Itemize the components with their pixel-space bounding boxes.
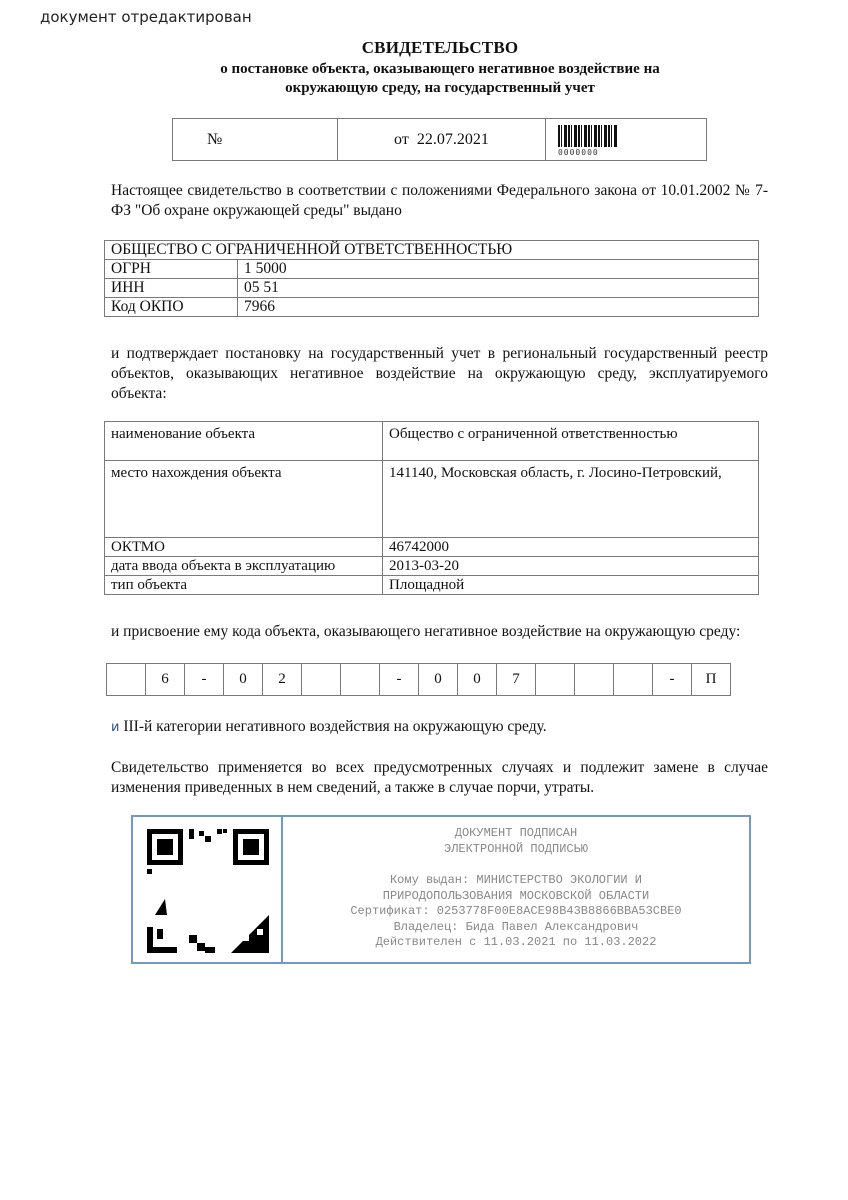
org-value: 1 5000 — [238, 260, 759, 279]
electronic-signature-stamp — [131, 815, 751, 964]
object-value: 141140, Московская область, г. Лосино-Петровский, — [383, 461, 759, 538]
edited-note: документ отредактирован — [40, 8, 252, 26]
object-label: наименование объекта — [105, 422, 383, 461]
code-cell: - — [653, 664, 692, 696]
code-cell — [575, 664, 614, 696]
code-cell: 0 — [458, 664, 497, 696]
document-subtitle-line1: о постановке объекта, оказывающего негативное воздействие на — [220, 61, 660, 77]
category-paragraph — [111, 717, 768, 738]
code-cell — [614, 664, 653, 696]
object-row — [105, 538, 759, 557]
issued-to: Кому выдан: МИНИСТЕРСТВО ЭКОЛОГИИ И — [389, 873, 643, 887]
org-row — [105, 260, 759, 279]
code-cell: - — [185, 664, 224, 696]
validity-paragraph: Свидетельство применяется во всех предусмотренных случаях и подлежит замене в случае изменения приведенных в нем сведений, а также в случае порчи, утраты. — [111, 759, 768, 796]
organization-table — [104, 240, 759, 317]
org-label: Код ОКПО — [105, 298, 238, 317]
org-value: 7966 — [238, 298, 759, 317]
object-row — [105, 557, 759, 576]
code-cell: 0 — [224, 664, 263, 696]
code-cell: 6 — [146, 664, 185, 696]
code-cell: 2 — [263, 664, 302, 696]
object-row — [105, 576, 759, 595]
org-label: ОГРН — [105, 260, 238, 279]
intro-paragraph: Настоящее свидетельство в соответствии с положениями Федерального закона от 10.01.2002 № 7-ФЗ "Об охране окружающей среды" выдано — [111, 182, 768, 219]
code-cell — [302, 664, 341, 696]
category-text: III-й категории негативного воздействия на окружающую среду. — [123, 718, 547, 735]
org-value: 05 51 — [238, 279, 759, 298]
signed-line2: ЭЛЕКТРОННОЙ ПОДПИСЬЮ — [443, 841, 589, 856]
object-label: дата ввода объекта в эксплуатацию — [105, 557, 383, 576]
signature-details — [283, 817, 749, 962]
code-cell: 0 — [419, 664, 458, 696]
barcode-icon: 0000000 — [546, 120, 706, 160]
object-label: тип объекта — [105, 576, 383, 595]
object-row — [105, 461, 759, 538]
confirm-paragraph: и подтверждает постановку на государственный учет в региональный государственный реестр объектов, оказывающих негативное воздействие на окружающую среду, эксплуатируемого объекта: — [111, 345, 768, 402]
certificate-owner: Владелец: Бида Павел Александрович — [393, 919, 639, 934]
certificate-number: № — [173, 119, 338, 161]
object-label: место нахождения объекта — [105, 461, 383, 538]
code-paragraph: и присвоение ему кода объекта, оказывающего негативное воздействие на окружающую среду: — [111, 623, 741, 640]
category-prefix: и — [111, 720, 120, 735]
issued-to-cont: ПРИРОДОПОЛЬЗОВАНИЯ МОСКОВСКОЙ ОБЛАСТИ — [382, 888, 650, 903]
number-date-table — [172, 118, 707, 161]
qr-code-icon — [133, 817, 283, 962]
code-cell — [536, 664, 575, 696]
code-cell: - — [380, 664, 419, 696]
object-code-table — [106, 663, 731, 696]
org-row — [105, 279, 759, 298]
certificate-validity: Действителен с 11.03.2021 по 11.03.2022 — [375, 935, 657, 949]
object-row — [105, 422, 759, 461]
barcode-cell — [545, 119, 706, 161]
code-cell — [107, 664, 146, 696]
code-cell: 7 — [497, 664, 536, 696]
object-value: Площадной — [383, 576, 759, 595]
object-value: 2013-03-20 — [383, 557, 759, 576]
object-value: 46742000 — [383, 538, 759, 557]
document-title: СВИДЕТЕЛЬСТВО — [361, 38, 519, 57]
code-cell — [341, 664, 380, 696]
object-value: Общество с ограниченной ответственностью — [383, 422, 759, 461]
signed-line1: ДОКУМЕНТ ПОДПИСАН — [454, 826, 578, 840]
certificate-serial: Сертификат: 0253778F00E8ACE98B43B8866BBA53CBE0 — [350, 904, 682, 918]
object-table — [104, 421, 759, 595]
object-label: ОКТМО — [105, 538, 383, 557]
org-row — [105, 298, 759, 317]
code-cell: П — [692, 664, 731, 696]
document-subtitle-line2: окружающую среду, на государственный учет — [285, 80, 595, 96]
org-label: ИНН — [105, 279, 238, 298]
organization-name: ОБЩЕСТВО С ОГРАНИЧЕННОЙ ОТВЕТСТВЕННОСТЬЮ — [105, 241, 759, 260]
certificate-date: от 22.07.2021 — [337, 119, 545, 161]
